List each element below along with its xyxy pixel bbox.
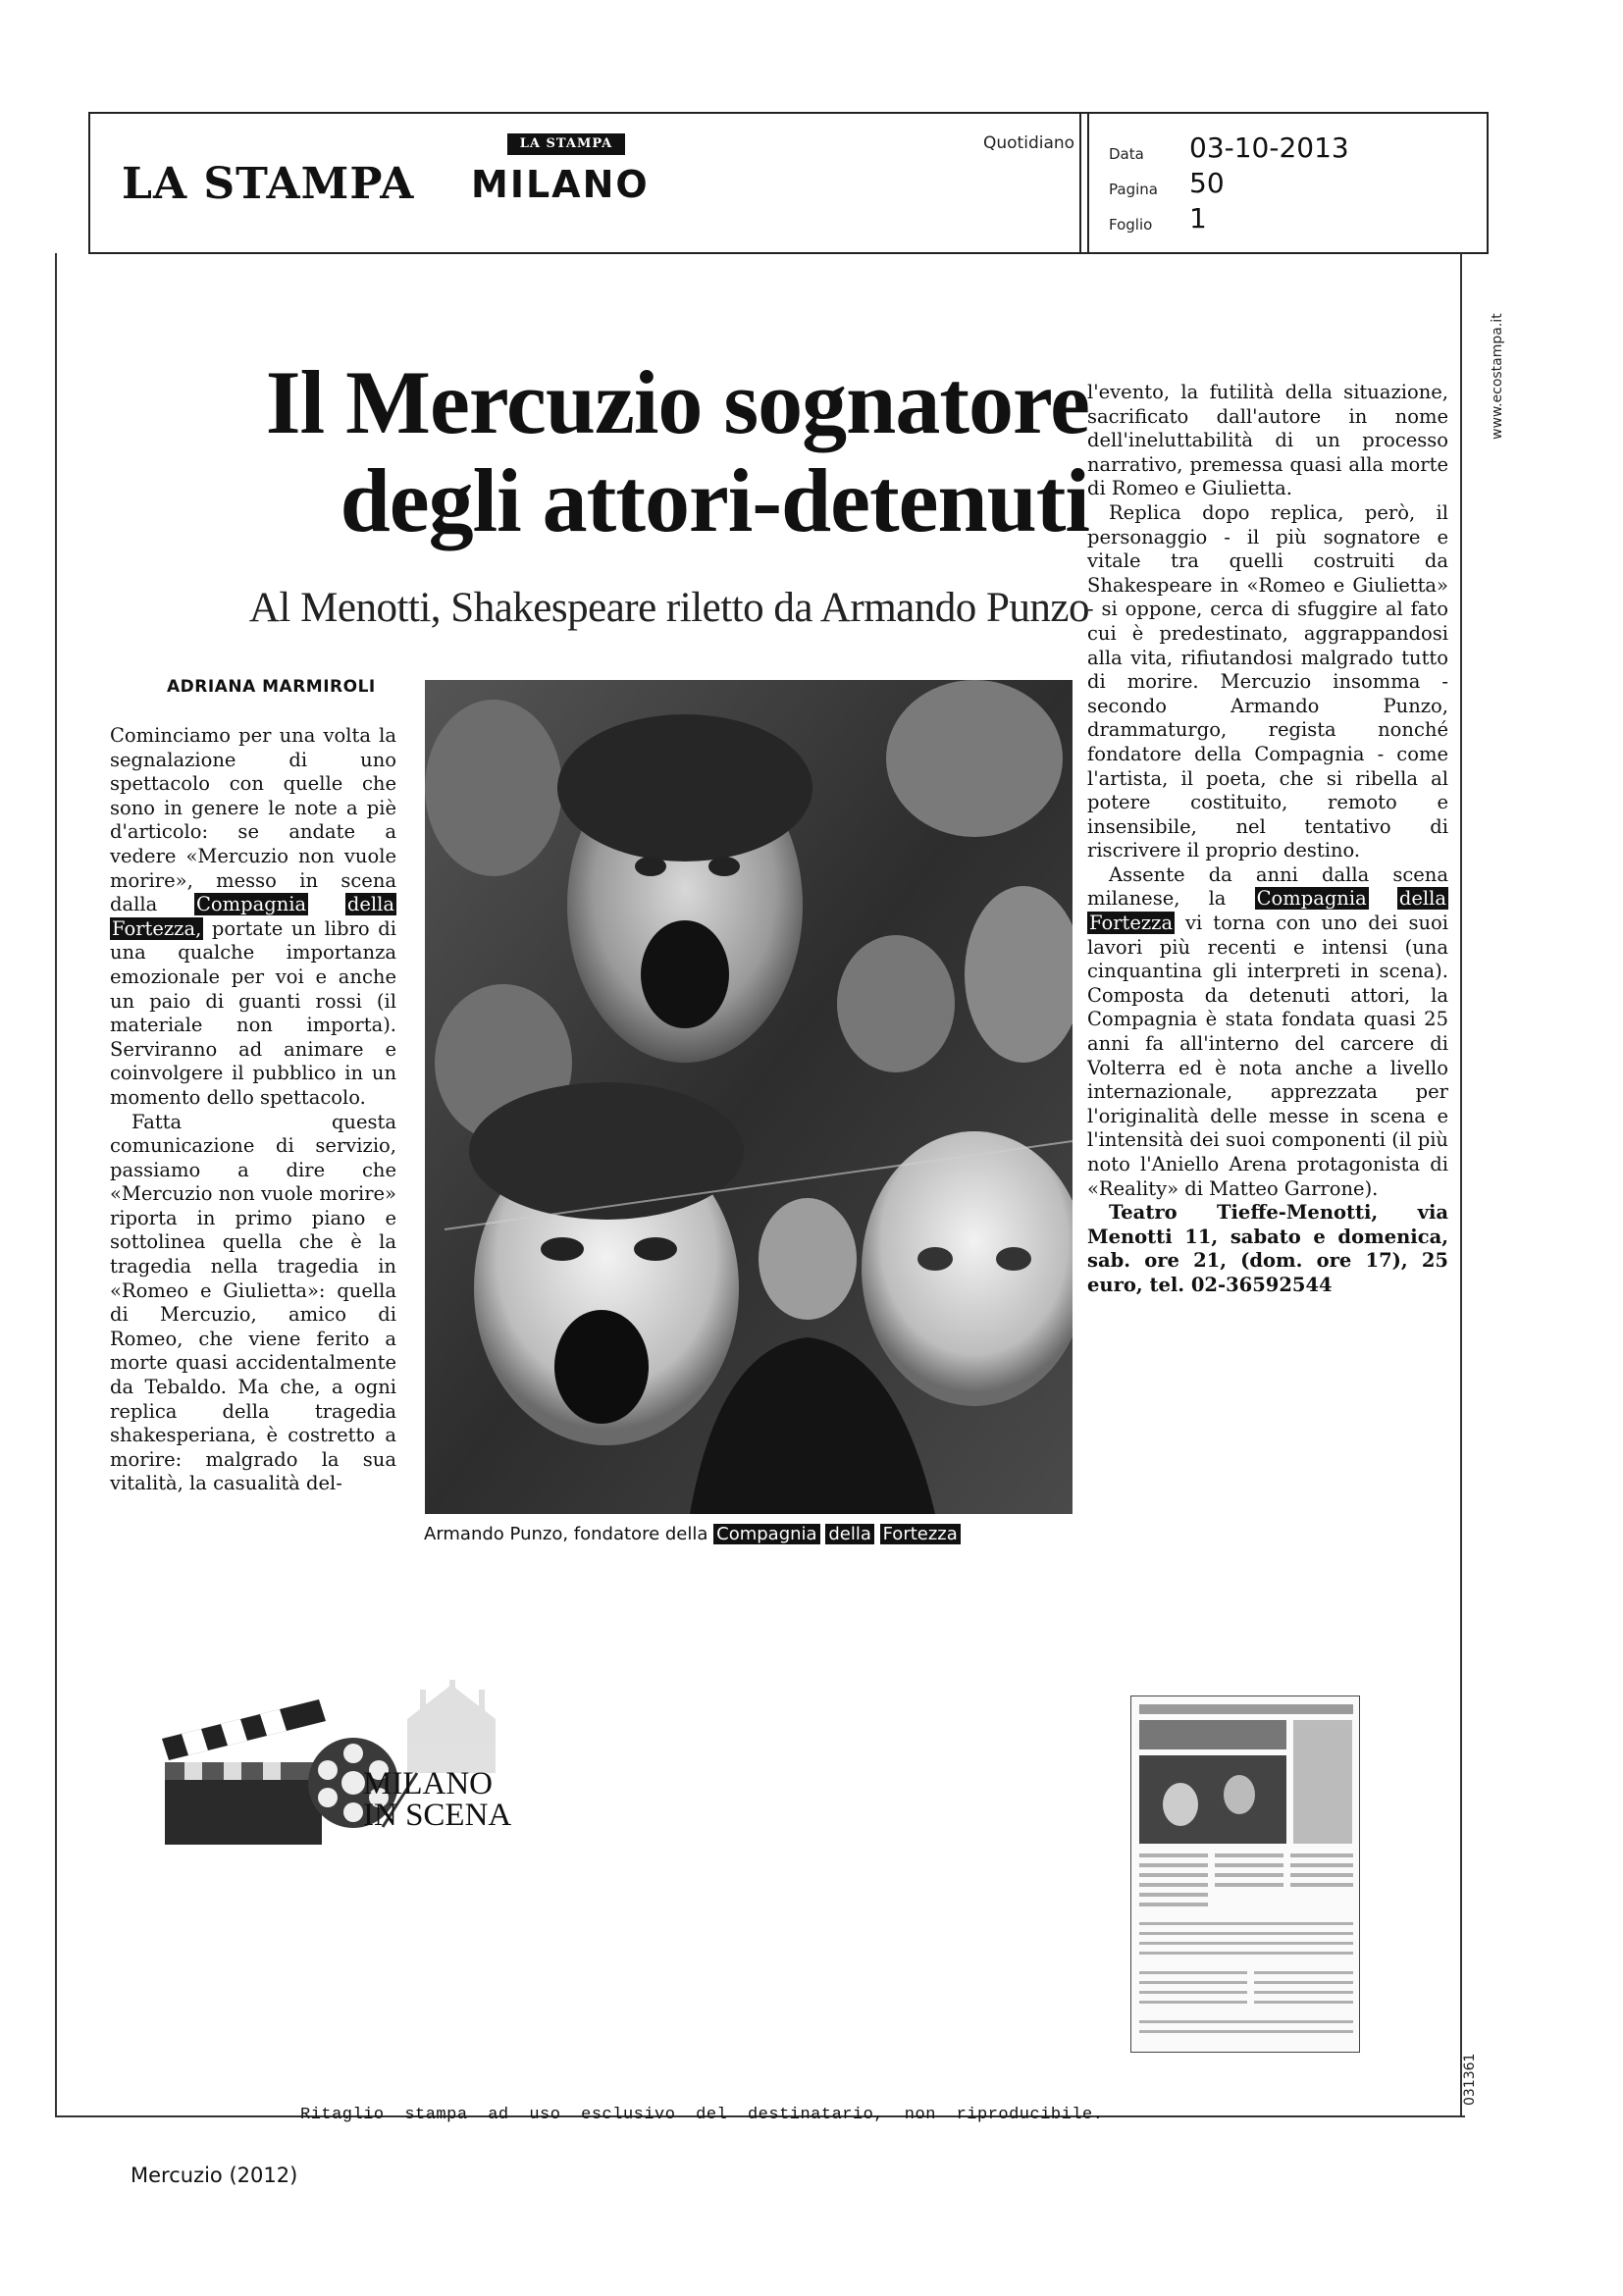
venue-info: Teatro Tieffe-Menotti, via Menotti 11, sabato e domenica, sab. ore 21, (dom. ore 17), 25 euro, tel. 02-36592544 xyxy=(1087,1201,1448,1296)
site-url: www.ecostampa.it xyxy=(1490,313,1505,440)
meta-date-label: Data xyxy=(1109,145,1144,163)
masthead-small-logo: LA STAMPA xyxy=(507,133,625,155)
headline-line-1: Il Mercuzio sognatore xyxy=(265,352,1089,452)
masthead-name: LA STAMPA xyxy=(122,159,415,209)
text-run: portate un libro di una qualche importanza emozionale per voi e anche un paio di guanti rossi (il materiale non importa). Serviranno ad animare e coinvolgere il pubblico in un momento dello spettacolo. xyxy=(110,916,396,1109)
right-paragraph-3 xyxy=(1087,863,1448,1201)
article-column-right xyxy=(1087,381,1448,1298)
meta-page-label: Pagina xyxy=(1109,181,1158,198)
highlight-della: della xyxy=(825,1524,874,1544)
page-thumbnail xyxy=(1130,1696,1360,2053)
meta-sheet-label: Foglio xyxy=(1109,216,1153,234)
section-logo-text xyxy=(363,1768,511,1831)
masthead-city: MILANO xyxy=(471,163,650,206)
section-logo-line-2: IN SCENA xyxy=(363,1798,512,1833)
text-run: Cominciamo per una volta la segnalazione di uno spettacolo con quelle che sono in genere le note a piè d'articolo: se andate a vedere «Mercuzio non vuole morire», messo in scena dalla xyxy=(110,724,396,916)
document-code: 031361 xyxy=(1462,2053,1478,2106)
highlight-fortezza: Fortezza xyxy=(1089,912,1174,935)
header-box xyxy=(88,112,1489,254)
right-paragraph-1: l'evento, la futilità della situazione, sacrificato dall'autore in nome dell'ineluttabilità di un processo narrativo, premessa quasi alla morte di Romeo e Giulietta. xyxy=(1087,381,1448,500)
document-caption: Mercuzio (2012) xyxy=(131,2164,298,2187)
highlight-della: della xyxy=(346,893,394,916)
article-subheadline: Al Menotti, Shakespeare riletto da Armando Punzo xyxy=(248,585,1089,631)
headline-line-2: degli attori-detenuti xyxy=(340,450,1089,550)
publication-type: Quotidiano xyxy=(983,133,1075,153)
photo-caption xyxy=(424,1524,961,1544)
section-logo-line-1: MILANO xyxy=(363,1766,493,1801)
right-paragraph-2: Replica dopo replica, però, il personaggio - il più sognatore e vitale tra quelli costruiti da Shakespeare in «Romeo e Giulietta» - si oppone, cerca di sfuggire al fato cui è predestinato, aggrappandosi alla vita, rifiutandosi malgrado tutto di morire. Mercuzio insomma - secondo Armando Punzo, drammaturgo, regista nonché fondatore della Compagnia - come l'artista, il poeta, che si ribella al potere costituito, remoto e insensibile, nel tentativo di riscrivere il proprio destino. xyxy=(1087,500,1448,862)
highlight-fortezza: Fortezza xyxy=(880,1524,961,1544)
article-photo xyxy=(425,680,1073,1514)
text-run: vi torna con uno dei suoi lavori più recenti e intensi (una cinquantina gli interpreti in scena). Composta da detenuti attori, la Compagnia è stata fondata quasi 25 anni fa all'interno del carcere di Volterra ed è nota anche a livello internazionale, apprezzata per l'originalità delle messe in scena e l'intensità dei suoi componenti (il più noto l'Aniello Arena protagonista di «Reality» di Matteo Garrone). xyxy=(1087,912,1448,1200)
text-run: Assente da anni dalla scena milanese, la xyxy=(1087,862,1448,911)
highlight-compagnia: Compagnia xyxy=(713,1524,819,1544)
article-column-left xyxy=(110,724,396,1496)
meta-date-value: 03-10-2013 xyxy=(1189,131,1349,164)
highlight-compagnia: Compagnia xyxy=(1256,887,1367,911)
meta-page-value: 50 xyxy=(1189,167,1225,199)
article-right-rule xyxy=(1460,253,1462,2117)
header-divider-2 xyxy=(1087,114,1089,252)
text-run: Armando Punzo, fondatore della xyxy=(424,1524,714,1544)
header-divider xyxy=(1079,114,1081,252)
left-paragraph-2: Fatta questa comunicazione di servizio, passiamo a dire che «Mercuzio non vuole morire» riporta in primo piano e sottolinea quella che è la tragedia nella tragedia in «Romeo e Giulietta»: quella di Mercuzio, amico di Romeo, che viene ferito a morte quasi accidentalmente da Tebaldo. Ma che, a ogni replica della tragedia shakesperiana, è costretto a morire: malgrado la sua vitalità, la casualità del- xyxy=(110,1110,396,1495)
clapperboard-icon xyxy=(162,1699,326,1845)
left-paragraph-1 xyxy=(110,724,396,1111)
reproduction-disclaimer: Ritaglio stampa ad uso esclusivo del destinatario, non riproducibile. xyxy=(300,2106,1104,2124)
highlight-della: della xyxy=(1398,887,1446,911)
highlight-fortezza: Fortezza, xyxy=(112,916,202,940)
meta-sheet-value: 1 xyxy=(1189,202,1207,235)
article-headline xyxy=(157,353,1089,549)
cathedral-icon xyxy=(407,1680,496,1773)
highlight-compagnia: Compagnia xyxy=(195,893,307,916)
article-byline: ADRIANA MARMIROLI xyxy=(167,677,376,697)
